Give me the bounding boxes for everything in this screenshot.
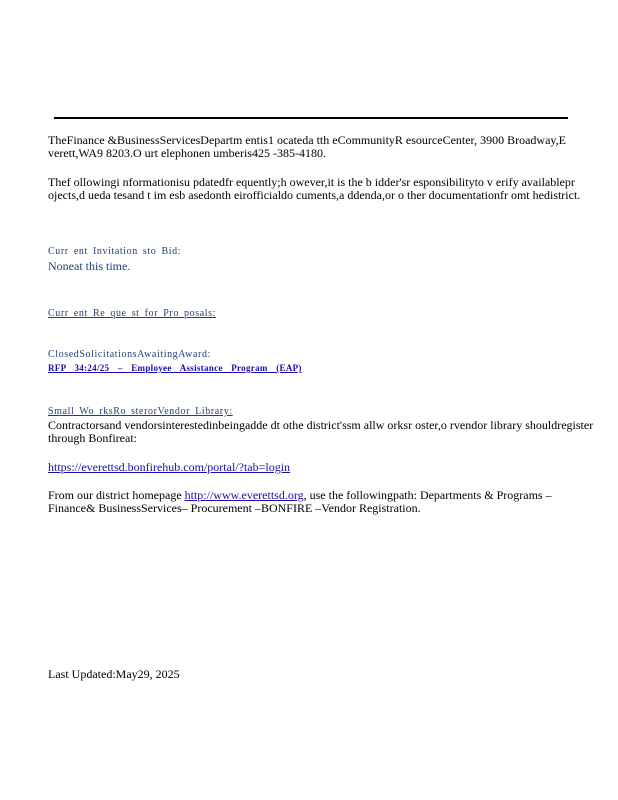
last-updated: Last Updated:May29, 2025 (48, 667, 180, 681)
closed-solicitations-heading: ClosedSolicitationsAwaitingAward: (48, 349, 211, 360)
itb-status-text: Noneat this time. (48, 259, 131, 273)
horizontal-rule (54, 117, 568, 119)
homepage-prefix: From our district homepage (48, 488, 182, 502)
homepage-path-paragraph (48, 489, 596, 515)
intro-paragraph-disclaimer: Thef ollowingi nformationisu pdatedfr equently;h owever,it is the b idder'sr esponsibilityto v erify availablepr ojects,d ueda tesand t im esb asedonth eirofficialdo cuments,a ddenda,or o ther documentationfr omt hedistrict. (48, 175, 581, 202)
bonfire-portal-link[interactable]: https://everettsd.bonfirehub.com/portal/?tab=login (48, 460, 291, 474)
homepage-path-text: , use the followingpath: Departments & Programs –Finance& BusinessServices– Procurement –BONFIRE –Vendor Registration. (48, 488, 552, 515)
small-works-text: Contractorsand vendorsinterestedinbeingadde dt othe district'ssm allw orksr oster,o rvendor library shouldregister through Bonfireat: (48, 418, 594, 445)
bonfire-link-line[interactable] (48, 461, 596, 474)
district-homepage-link[interactable]: http://www.everettsd.org (184, 488, 304, 502)
rfp-34-link[interactable]: RFP 34:24/25 – Employee Assistance Program (EAP) (48, 363, 302, 373)
intro-paragraph-location: TheFinance &BusinessServicesDepartm entis1 ocateda tth eCommunityR esourceCenter, 3900 Broadway,E verett,WA9 8203.O urt elephonen umberis425 -385-4180. (48, 133, 566, 160)
closed-solicitation-item[interactable] (48, 361, 596, 375)
small-works-heading: Small Wo rksRo sterorVendor Library: (48, 406, 233, 417)
rfp-heading: Curr ent Re que st for Pro posals: (48, 308, 216, 319)
itb-heading: Curr ent Invitation sto Bid: (48, 246, 182, 257)
